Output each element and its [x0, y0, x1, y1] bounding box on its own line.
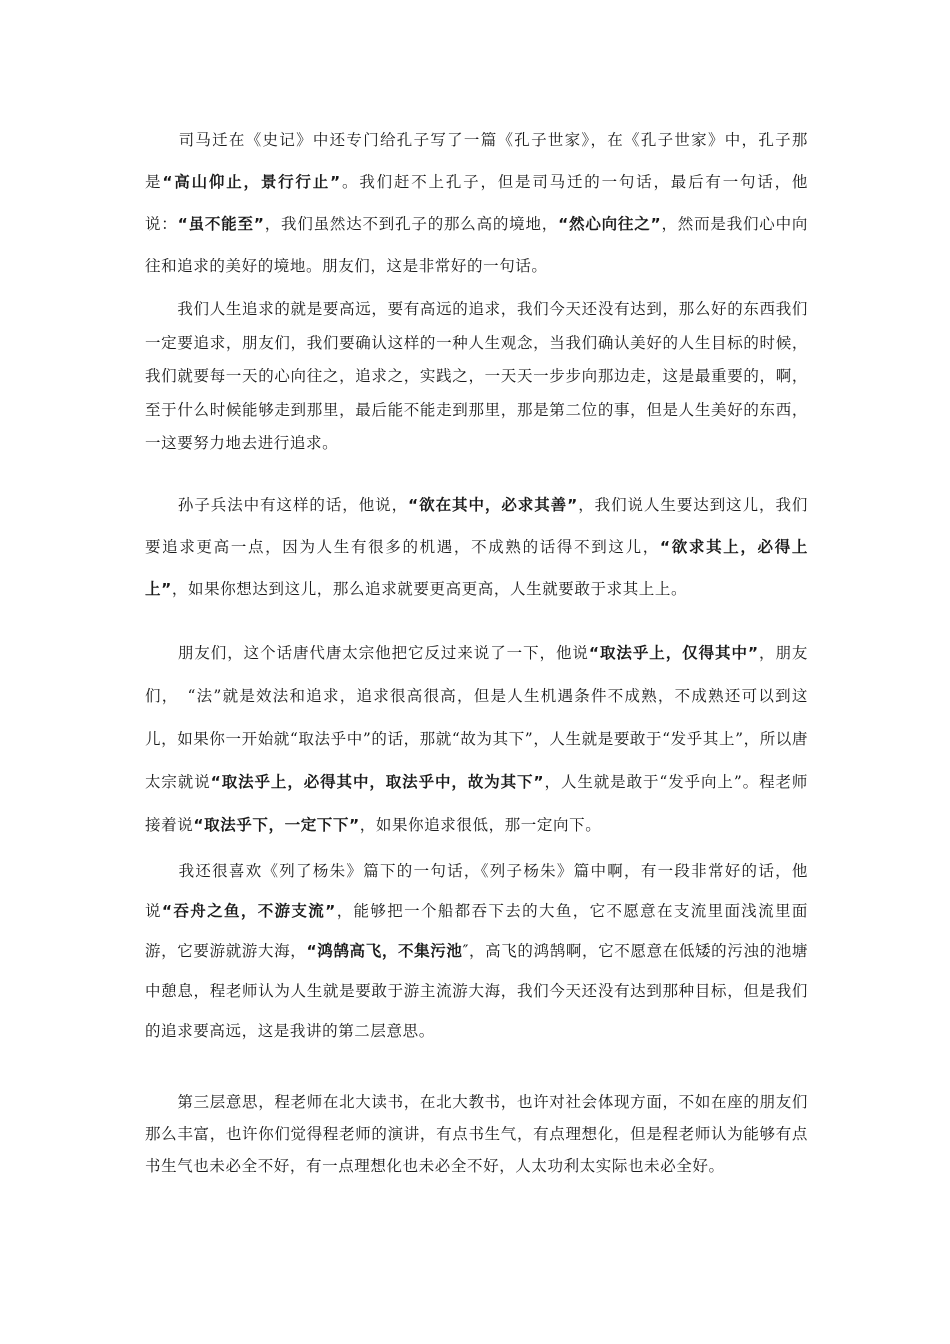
quoted-phrase: “然心向往之”	[558, 215, 662, 233]
quoted-phrase: “欲求其上，必得上上”	[145, 538, 808, 598]
text-run: ，如果你想达到这儿，那么追求就要更高更高，人生就要敢于求其上上。	[171, 580, 688, 598]
text-run: ，我们说人生要达到这儿，我们要追求更高一点，因为人生有很多的机遇，不成熟的话得不到这儿，	[145, 496, 809, 556]
text-run: 司马迁在《史记》中还专门给孔子写了一篇《孔子世家》，在《孔子世家》中，孔子那是	[145, 131, 808, 191]
text-run: ，人生就是敢于“发乎向上”。程老师接着说	[145, 773, 808, 834]
paragraph-1	[145, 119, 808, 287]
text-run: 第三层意思，程老师在北大读书，在北大教书，也许对社会体现方面，不如在座的朋友们那么丰富，也许你们觉得程老师的演讲，有点书生气，有点理想化，但是程老师认为能够有点书生气也未必全不好，有一点理想化也未必全不好，人太功利太实际也未必全好。	[145, 1093, 808, 1175]
quoted-phrase: “取法乎上，必得其中，取法乎中，故为其下”	[210, 773, 545, 791]
paragraph-2	[145, 293, 808, 461]
text-run: ，能够把一个船都吞下去的大鱼，它不愿意在支流里面浅流里面游，它要游就游大海，	[145, 902, 808, 960]
text-run: 孙子兵法中有这样的话，他说，	[145, 496, 409, 514]
paragraph-3	[145, 484, 808, 610]
text-run: ，如果你追求很低，那一定向下。	[359, 816, 602, 834]
quoted-phrase: “吞舟之鱼，不游支流”	[161, 902, 336, 920]
paragraph-4	[145, 632, 808, 847]
text-run: ″，高飞的鸿鹄啊，它不愿意在低矮的污浊的池塘中憩息，程老师认为人生就是要敢于游主流游大海，我们今天还没有达到那种目标，但是我们的追求要高远，这是我讲的第二层意思。	[145, 942, 808, 1040]
quoted-phrase: “虽不能至”	[177, 215, 265, 233]
quoted-phrase: “欲在其中，必求其善”	[408, 496, 578, 514]
text-run: 。我们赶不上孔子，但是司马迁的一句话，最后有一句话，他说：	[145, 173, 809, 233]
paragraph-5	[145, 851, 808, 1051]
text-run: ，朋友们， “法”就是效法和追求，追求很高很高，但是人生机遇条件不成熟，不成熟还可以到这儿，如果你一开始就“取法乎中”的话，那就“故为其下”，人生就是要敢于“发乎其上”，所以唐太宗就说	[145, 644, 809, 791]
text-run: ，我们虽然达不到孔子的那么高的境地，	[264, 215, 559, 233]
quoted-phrase: “取法乎下，一定下下”	[193, 816, 360, 834]
quoted-phrase: “鸿鹄高飞，不集污池	[306, 942, 463, 960]
text-run: 朋友们，这个话唐代唐太宗他把它反过来说了一下，他说	[145, 644, 589, 662]
quoted-phrase: “取法乎上，仅得其中”	[588, 644, 759, 662]
text-run: 我还很喜欢《列了杨朱》篇下的一句话，《列子杨朱》篇中啊，有一段非常好的话，他说	[145, 862, 808, 920]
paragraph-6	[145, 1086, 808, 1182]
quoted-phrase: “高山仰止，景行行止”	[162, 173, 341, 191]
text-run: 我们人生追求的就是要高远，要有高远的追求，我们今天还没有达到，那么好的东西我们一定要追求，朋友们，我们要确认这样的一种人生观念，当我们确认美好的人生目标的时候，我们就要每一天的心向往之，追求之，实践之，一天天一步步向那边走，这是最重要的，啊，至于什么时候能够走到那里，最后能不能走到那里，那是第二位的事，但是人生美好的东西，一这要努力地去进行追求。	[145, 300, 808, 452]
text-run: ，然而是我们心中向往和追求的美好的境地。朋友们，这是非常好的一句话。	[145, 215, 808, 275]
